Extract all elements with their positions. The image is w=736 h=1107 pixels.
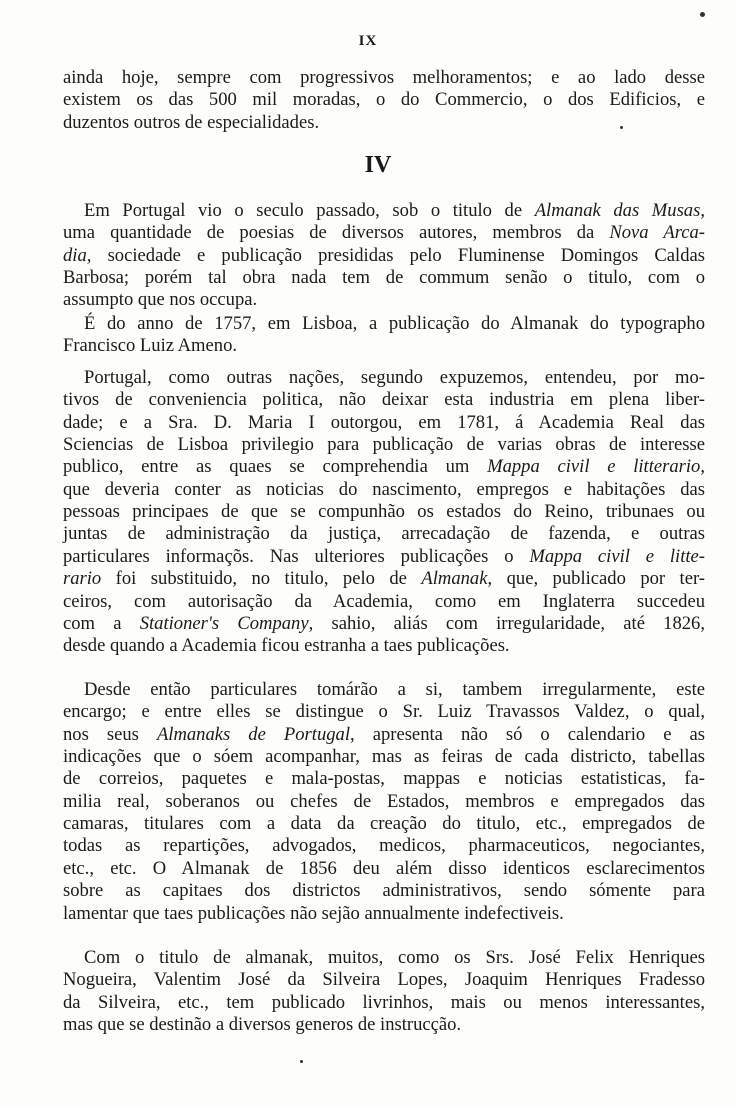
italic-text: Almanaks de Portugal bbox=[156, 723, 351, 745]
text-line bbox=[63, 791, 705, 813]
text-line bbox=[63, 724, 705, 746]
text: publico, entre as quaes se comprehendia um bbox=[63, 456, 488, 478]
text: da Silveira, etc., tem publicado livrinhos, mais ou menos interessantes, bbox=[63, 991, 705, 1013]
text: tivos de conveniencia politica, não deixar esta industria em plena liber- bbox=[63, 389, 705, 411]
section-heading: IV bbox=[364, 152, 392, 178]
text-line bbox=[63, 112, 705, 134]
text: camaras, titulares com a data da creação do titulo, etc., empregados de bbox=[63, 813, 705, 835]
text: duzentos outros de especialidades. bbox=[63, 111, 320, 133]
text-line bbox=[63, 523, 705, 545]
text: assumpto que nos occupa. bbox=[63, 289, 258, 311]
text-line bbox=[63, 335, 705, 357]
text-line bbox=[63, 67, 705, 89]
text: etc., etc. O Almanak de 1856 deu além disso identicos esclarecimentos bbox=[63, 857, 705, 879]
text-line bbox=[63, 1014, 705, 1036]
text-line bbox=[63, 768, 705, 790]
text: de correios, paquetes e mala-postas, mappas e noticias estatisticas, fa- bbox=[63, 768, 705, 790]
text-line bbox=[63, 903, 705, 925]
text-line bbox=[63, 89, 705, 111]
text: Sciencias de Lisboa privilegio para publicação de varias obras de interesse bbox=[63, 434, 705, 456]
text: existem os das 500 mil moradas, o do Commercio, o dos Edificios, e bbox=[63, 89, 705, 111]
text-line bbox=[63, 389, 705, 411]
text-line bbox=[84, 367, 705, 389]
italic-text: Almanak das Musas bbox=[534, 200, 701, 221]
ink-speck bbox=[300, 1060, 303, 1063]
text: , bbox=[700, 200, 705, 221]
italic-text: Stationer's Company bbox=[139, 612, 309, 634]
text: ainda hoje, sempre com progressivos melhoramentos; e ao lado desse bbox=[63, 67, 705, 88]
text-line bbox=[63, 635, 705, 657]
text-line bbox=[63, 880, 705, 902]
text-line bbox=[63, 412, 705, 434]
text: que deveria conter as noticias do nascimento, empregos e habitações das bbox=[63, 478, 705, 500]
text-line bbox=[63, 289, 705, 311]
text: juntas de administração da justiça, arrecadação de fazenda, e outras bbox=[63, 523, 705, 545]
text-line bbox=[84, 679, 705, 701]
text-line bbox=[63, 701, 705, 723]
text: pessoas principaes de que se compunhão os estados do Reino, tribunaes ou bbox=[63, 501, 705, 523]
text: milia real, soberanos ou chefes de Estados, membros e empregados das bbox=[63, 790, 705, 812]
text: sociedade e publicação presididas pelo Fluminense Domingos Caldas bbox=[91, 244, 705, 266]
text-line bbox=[84, 313, 705, 335]
text-line bbox=[84, 947, 705, 969]
text-line bbox=[63, 434, 705, 456]
text-line bbox=[63, 992, 705, 1014]
text: , apresenta não só o calendario e as bbox=[350, 723, 705, 745]
italic-text: Mappa civil e litte- bbox=[529, 545, 705, 567]
italic-text: Nova Arca- bbox=[609, 222, 705, 244]
italic-text: dia, bbox=[63, 244, 92, 266]
text-line bbox=[63, 456, 705, 478]
text: lamentar que taes publicações não sejão annualmente indefectiveis. bbox=[63, 902, 564, 924]
text: , sahio, aliás com irregularidade, até 1826, bbox=[308, 612, 706, 634]
text: com a bbox=[63, 612, 140, 634]
text: nos seus bbox=[63, 723, 157, 745]
ink-speck bbox=[620, 126, 623, 129]
text-line bbox=[84, 200, 705, 222]
text: sobre as capitaes dos districtos administrativos, sendo sómente para bbox=[63, 880, 705, 902]
page-number: IX bbox=[358, 33, 378, 49]
text: todas as repartições, advogados, medicos, pharmaceuticos, negociantes, bbox=[63, 835, 705, 857]
italic-text: rario bbox=[63, 568, 102, 590]
text-line bbox=[63, 835, 705, 857]
text-line bbox=[63, 591, 705, 613]
text: Francisco Luiz Ameno. bbox=[63, 335, 238, 357]
text-line bbox=[63, 267, 705, 289]
text-line bbox=[63, 222, 705, 244]
text-line bbox=[63, 858, 705, 880]
text: Com o titulo de almanak, muitos, como os Srs. José Felix Henriques bbox=[84, 947, 705, 968]
text-line bbox=[63, 613, 705, 635]
text: Desde então particulares tomárão a si, tambem irregularmente, este bbox=[84, 679, 705, 700]
italic-text: Almanak bbox=[421, 568, 488, 590]
text: Portugal, como outras nações, segundo expuzemos, entendeu, por mo- bbox=[84, 367, 705, 388]
text-line bbox=[63, 501, 705, 523]
text-line bbox=[63, 568, 705, 590]
text: indicações que o sóem acompanhar, mas as feiras de cada districto, tabellas bbox=[63, 746, 705, 768]
text: foi substituido, no titulo, pelo de bbox=[101, 568, 422, 590]
text: , que, publicado por ter- bbox=[487, 568, 705, 590]
text-line bbox=[63, 546, 705, 568]
text: Em Portugal vio o seculo passado, sob o titulo de bbox=[84, 200, 535, 221]
text: dade; e a Sra. D. Maria I outorgou, em 1781, á Academia Real das bbox=[63, 411, 705, 433]
text: Barbosa; porém tal obra nada tem de commum senão o titulo, com o bbox=[63, 267, 705, 289]
text-line bbox=[63, 813, 705, 835]
text: ceiros, com autorisação da Academia, como em Inglaterra succedeu bbox=[63, 590, 705, 612]
text: uma quantidade de poesias de diversos autores, membros da bbox=[63, 222, 610, 244]
text-line bbox=[63, 746, 705, 768]
text: desde quando a Academia ficou estranha a taes publicações. bbox=[63, 635, 510, 657]
text: encargo; e entre elles se distingue o Sr. Luiz Travassos Valdez, o qual, bbox=[63, 701, 705, 723]
text-line bbox=[63, 969, 705, 991]
text-line bbox=[63, 245, 705, 267]
text: particulares informaçõs. Nas ulteriores publicações o bbox=[63, 545, 530, 567]
text: É do anno de 1757, em Lisboa, a publicação do Almanak do typographo bbox=[84, 313, 705, 334]
text: Nogueira, Valentim José da Silveira Lopes, Joaquim Henriques Fradesso bbox=[63, 969, 705, 991]
text: mas que se destinão a diversos generos de instrucção. bbox=[63, 1014, 462, 1036]
text-line bbox=[63, 479, 705, 501]
text: , bbox=[700, 456, 705, 478]
italic-text: Mappa civil e litterario bbox=[487, 456, 701, 478]
ink-speck bbox=[700, 12, 705, 17]
